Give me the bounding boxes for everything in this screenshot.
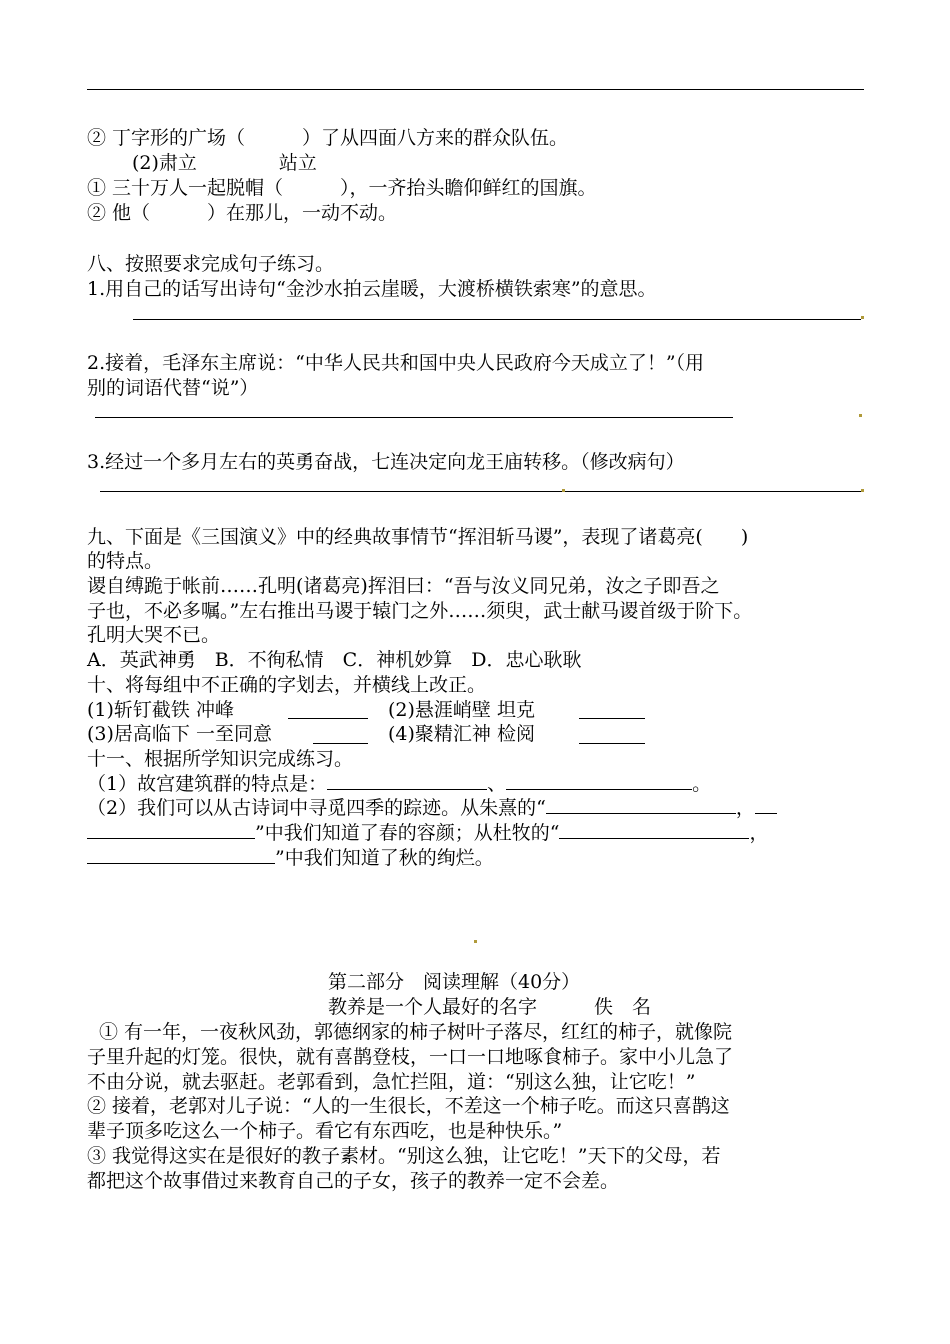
q7-sentence-2: ② 他（ ）在那儿，一动不动。: [87, 202, 398, 224]
para1-line2: 子里升起的灯笼。很快，就有喜鹊登枝，一口一口地啄食柿子。家中小儿急了: [87, 1046, 734, 1068]
para1-line1: ① 有一年，一夜秋风劲，郭德纲家的柿子树叶子落尽，红红的柿子，就像院: [99, 1021, 733, 1043]
section8-q2-line2: 别的词语代替“说”）: [87, 377, 259, 399]
section8-q3: 3.经过一个多月左右的英勇奋战，七连决定向龙王庙转移。（修改病句）: [87, 451, 685, 473]
q2-mid: ”中我们知道了春的容颜；从杜牧的“: [255, 822, 560, 844]
q1-end: 。: [692, 773, 712, 795]
section11-q2-line3: [87, 846, 494, 870]
q7-sentence-1: ① 三十万人一起脱帽（ ），一齐抬头瞻仰鲜红的国旗。: [87, 177, 597, 199]
section9-passage-2: 子也，不必多嘱。”左右推出马谡于辕门之外……须臾，武士献马谡首级于阶下。: [87, 600, 753, 622]
blank-q1a[interactable]: [327, 773, 487, 790]
q2-comma2: ，: [749, 822, 769, 844]
section8-q1: 1.用自己的话写出诗句“金沙水拍云崖暖，大渡桥横铁索寒”的意思。: [87, 278, 657, 300]
q7-item2-line: ② 丁字形的广场（ ）了从四面八方来的群众队伍。: [87, 127, 569, 149]
section9-question: 九、下面是《三国演义》中的经典故事情节“挥泪斩马谡”，表现了诸葛亮( ): [87, 526, 749, 548]
yellow-dot: [474, 940, 477, 943]
para2-line1: ② 接着，老郭对儿子说：“人的一生很长，不差这一个柿子吃。而这只喜鹊这: [87, 1095, 730, 1117]
q2-end: ”中我们知道了秋的绚烂。: [275, 847, 494, 869]
section10-item3: (3)居高临下 一至同意: [87, 723, 272, 745]
blank-dumu-2[interactable]: [87, 847, 275, 864]
para2-line2: 辈子顶多吃这么一个柿子。看它有东西吃，也是种快乐。”: [87, 1120, 563, 1142]
blank-item2[interactable]: [579, 718, 645, 719]
blank-item4[interactable]: [579, 743, 645, 744]
article-title: 教养是一个人最好的名字 佚 名: [328, 996, 652, 1018]
word-suli: (2)肃立: [132, 152, 197, 174]
word-zhanli: 站立: [278, 152, 317, 174]
section11-q2-line1: [87, 796, 777, 820]
section9-passage-3: 孔明大哭不已。: [87, 624, 221, 646]
q2-intro: （2）我们可以从古诗词中寻觅四季的踪迹。从朱熹的“: [87, 797, 546, 819]
yellow-dot: [859, 414, 862, 417]
q2-comma1: ，: [735, 797, 755, 819]
section8-q2-line1: 2.接着，毛泽东主席说：“中华人民共和国中央人民政府今天成立了！”（用: [87, 352, 705, 374]
para3-line2: 都把这个故事借过来教育自己的子女，孩子的教养一定不会差。: [87, 1170, 620, 1192]
section8-heading: 八、按照要求完成句子练习。: [87, 253, 335, 275]
section10-heading: 十、将每组中不正确的字划去，并横线上改正。: [87, 674, 487, 696]
section10-item4: (4)聚精汇神 检阅: [388, 723, 535, 745]
blank-dumu-1[interactable]: [559, 822, 749, 839]
answer-line-q3[interactable]: [100, 491, 862, 492]
answer-line-q2[interactable]: [95, 417, 733, 418]
section9-passage-1: 谡自缚跪于帐前……孔明(诸葛亮)挥泪曰：“吾与汝义同兄弟，汝之子即吾之: [87, 575, 720, 597]
blank-zhuxi-2b[interactable]: [87, 822, 255, 839]
blank-item3[interactable]: [313, 743, 368, 744]
para1-line3: 不由分说，就去驱赶。老郭看到，急忙拦阻，道：“别这么独，让它吃！”: [87, 1071, 696, 1093]
answer-line-q1[interactable]: [133, 319, 861, 320]
part2-title: 第二部分 阅读理解（40分）: [328, 971, 581, 993]
para3-line1: ③ 我觉得这实在是很好的教子素材。“别这么独，让它吃！”天下的父母，若: [87, 1145, 721, 1167]
yellow-dot: [861, 316, 864, 319]
section11-q2-line2: [87, 821, 768, 845]
yellow-dot: [861, 489, 864, 492]
section11-heading: 十一、根据所学知识完成练习。: [87, 748, 354, 770]
blank-zhuxi-2a[interactable]: [755, 797, 777, 814]
q1-label: （1）故宫建筑群的特点是：: [87, 773, 328, 795]
blank-zhuxi-1[interactable]: [546, 797, 736, 814]
section10-item1: (1)斩钉截铁 冲峰: [87, 699, 234, 721]
q7-word-group: [132, 151, 317, 175]
section11-q1: [87, 772, 711, 796]
yellow-dot: [562, 489, 565, 492]
blank-item1[interactable]: [288, 718, 368, 719]
section10-item2: (2)悬涯峭壁 坦克: [388, 699, 535, 721]
section9-question-cont: 的特点。: [87, 550, 164, 572]
section9-options: A．英武神勇 B．不徇私情 C．神机妙算 D．忠心耿耿: [87, 649, 582, 671]
blank-q1b[interactable]: [506, 773, 692, 790]
header-rule: [87, 89, 864, 90]
q1-sep: 、: [487, 773, 507, 795]
